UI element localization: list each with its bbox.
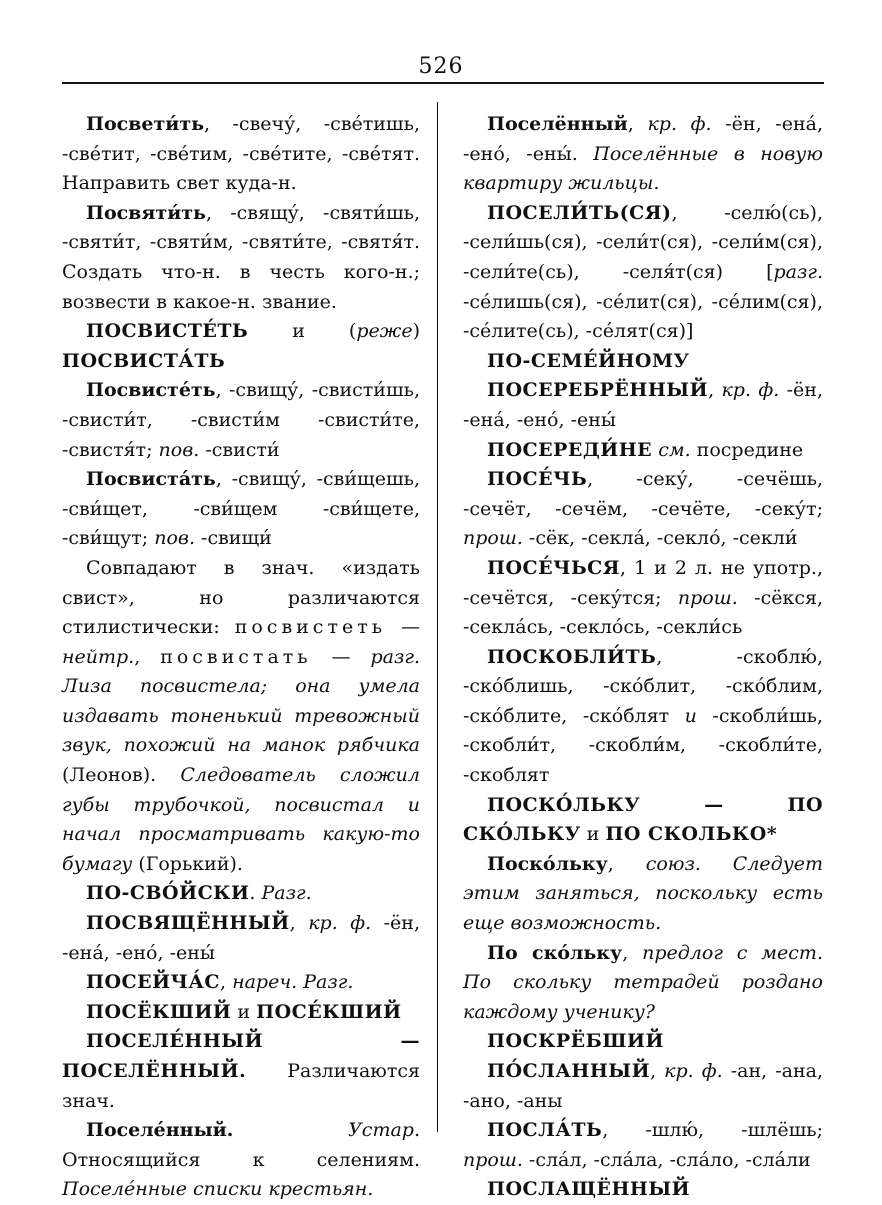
- entry-forms: , -свечу́, -све́тишь, -све́тит, -све́тим, -све́тите, -све́тят. Направить свет куда-н.: [62, 113, 420, 195]
- headword: Посвяти́ть: [86, 201, 206, 224]
- entry-forms: -сёк, -секла́, -секло́, -секли́: [522, 527, 798, 550]
- note: прош.: [463, 1148, 523, 1171]
- entry-forms: -ан, -ана, -ано, -аны: [463, 1060, 824, 1112]
- entry-poskolku: [463, 791, 823, 850]
- headword: ПОСЛА́ТЬ: [487, 1119, 603, 1142]
- entry-forms: , -свищу́, -свисти́шь, -свисти́т, -свисти́м -свисти́те, -свистя́т;: [62, 379, 420, 461]
- conjunction: и: [580, 823, 606, 846]
- entry-forms: -ён, -ена́, -ено́, -ены́.: [463, 113, 823, 165]
- note: пов.: [158, 438, 200, 461]
- note: предлог с мест.: [642, 941, 823, 964]
- entry-poseredine: [463, 436, 823, 466]
- headword: Посвиста́ть: [86, 468, 216, 491]
- headword: ПО-СВО́ЙСКИ: [86, 882, 250, 905]
- example: Следователь сложил губы трубочкой, посвистал и начал просматривать какую-то бумагу: [62, 764, 420, 875]
- entry-forms: -свисти́: [199, 438, 280, 461]
- note: разг.: [773, 260, 823, 283]
- conjunction: и: [684, 704, 697, 727]
- entry-forms: -скобли́шь, -скобли́т, -скобли́м, -скобли́те, -скоблят: [463, 704, 823, 787]
- headword: ПОСЁКШИЙ: [86, 1000, 232, 1023]
- entry-poseychas: [62, 968, 420, 998]
- headword: ПО́СЛАННЫЙ: [487, 1060, 651, 1082]
- note: кр. ф.: [308, 912, 372, 935]
- entry-forms: -сла́л, -сла́ла, -сла́ло, -сла́ли: [522, 1148, 811, 1171]
- page-number: 526: [418, 54, 464, 79]
- entry-po-skolku: [463, 939, 823, 1028]
- example: Лиза посвистела; она умела издавать тоненький тревожный звук, похожий на манок рябчика: [62, 675, 420, 757]
- text: ,: [650, 1060, 665, 1082]
- headword: ПОСЕ́КШИЙ: [256, 1000, 402, 1023]
- entry-poslashchenny: [463, 1175, 823, 1205]
- conjunction: и (: [248, 320, 357, 343]
- example: Поселённые в новую квартиру жильцы.: [463, 142, 824, 195]
- headword: Поско́льку: [487, 852, 608, 875]
- headword: ПОСЕ́ЧЬ: [487, 468, 588, 491]
- entry-poselyonny: [463, 110, 823, 199]
- example: По скольку тетрадей роздано каждому ученику?: [463, 971, 823, 1023]
- entry-poselenny: [62, 1027, 420, 1116]
- text: ,: [134, 645, 161, 668]
- entry-forms: -се́лишь(ся), -се́лит(ся), -се́лим(ся), -се́лите(сь), -се́лят(ся)]: [463, 290, 823, 343]
- text: Совпадают в знач. «издать свист», но различаются стилистически:: [62, 556, 420, 639]
- entry-posechsya: [463, 554, 823, 643]
- text: ,: [708, 379, 722, 402]
- entry-forms: , -свищу́, -сви́щешь, -сви́щет, -сви́щем -сви́щете, -сви́щут;: [62, 468, 420, 550]
- text: ,: [622, 941, 643, 964]
- headword: ПОСКО́ЛЬКУ — ПО СКО́ЛЬКУ: [463, 793, 823, 846]
- headword: ПОСВЯЩЁННЫЙ: [86, 912, 290, 935]
- note: прош.: [463, 527, 523, 550]
- note: кр. ф.: [664, 1060, 723, 1082]
- entry-forms: , -секу́, -сечёшь, -сечёт, -сечём, -сечёте, -секу́т;: [463, 468, 823, 520]
- headword: ПОСЛАЩЁННЫЙ: [487, 1178, 691, 1201]
- headword: ПОСЕЛИ́ТЬ(СЯ): [487, 201, 672, 224]
- note: кр. ф.: [721, 379, 780, 402]
- entry-poskolku-soyuz: [463, 850, 823, 939]
- entry-po-semeynomu: [463, 347, 823, 377]
- headword: ПО-СЕМЕ́ЙНОМУ: [487, 349, 690, 372]
- text: Различаются знач.: [62, 1060, 420, 1112]
- entry-forms: -ён, -ена́, -ено́, -ены́: [463, 379, 823, 431]
- conjunction: и: [231, 1000, 257, 1023]
- note: нареч. Разг.: [232, 971, 354, 994]
- entry-poskoblit: [463, 643, 823, 791]
- entry-forms: -сёкся, -секла́сь, -секло́сь, -секли́сь: [463, 586, 823, 639]
- text: Относящийся к селениям.: [62, 1148, 420, 1171]
- bracket: ): [412, 320, 420, 343]
- headword: Поселе́нный.: [86, 1119, 234, 1142]
- headword: ПОСЕРЕБРЁННЫЙ: [487, 379, 709, 402]
- entry-po-svoyski: [62, 879, 420, 909]
- entry-posvistet: [62, 376, 420, 465]
- entry-poslat: [463, 1116, 823, 1175]
- headword: ПОСЕРЕДИ́НЕ: [487, 438, 653, 461]
- text: ,: [627, 113, 648, 135]
- note: кр. ф.: [647, 113, 712, 135]
- headword: Посвисте́ть: [86, 379, 216, 402]
- text: ,: [607, 852, 646, 875]
- usage-note: [62, 554, 420, 880]
- entry-forms: , -свящу́, -святи́шь, -святи́т, -святи́м, -святи́те, -святя́т. Создать что-н. в честь кого-н.; возвести в какое-н. звание.: [62, 201, 420, 313]
- text: посредине: [690, 438, 804, 461]
- headword: ПОСВИСТЕ́ТЬ: [86, 320, 249, 343]
- example: Поселе́нные списки крестьян.: [62, 1178, 374, 1201]
- note: пов.: [154, 527, 195, 550]
- left-column: [62, 110, 420, 1205]
- entry-poslanny: [463, 1057, 823, 1116]
- headword: ПОСКРЁБШИЙ: [487, 1030, 664, 1053]
- spaced-word: посвистать: [160, 645, 312, 668]
- entry-forms: -ён, -ена́, -ено́, -ены́: [62, 912, 420, 964]
- header-rule: [62, 82, 824, 84]
- note: союз.: [645, 852, 701, 875]
- note: разг.: [370, 645, 420, 668]
- source: (Горький).: [132, 852, 243, 875]
- note: Устар.: [348, 1119, 420, 1142]
- entry-posvyashchenny: [62, 909, 420, 968]
- headword: Поселённый: [487, 113, 628, 135]
- entry-poskryobshiy: [463, 1027, 823, 1057]
- text: —: [311, 645, 371, 668]
- headword: ПОСЕЛЕ́ННЫЙ — ПОСЕЛЁННЫЙ.: [62, 1030, 420, 1082]
- entry-forms: , -шлю́, -шлёшь;: [602, 1119, 823, 1142]
- text: ,: [289, 912, 309, 935]
- entry-posvyatit: [62, 199, 420, 317]
- example: Следует этим заняться, поскольку есть еще возможность.: [463, 852, 823, 935]
- note: нейтр.: [62, 645, 135, 668]
- note: см.: [658, 438, 691, 461]
- entry-forms: -свищи́: [195, 527, 272, 550]
- spaced-word: посвистеть: [234, 616, 387, 639]
- text: .: [249, 882, 262, 905]
- note: прош.: [677, 586, 738, 609]
- text: [233, 1119, 348, 1141]
- entry-posech: [463, 465, 823, 554]
- entry-posyokshiy: [62, 998, 420, 1028]
- headword: ПОСКОБЛИ́ТЬ: [487, 645, 657, 668]
- entry-forms: , -скоблю́, -ско́блишь, -ско́блит, -ско́блим, -ско́блите, -ско́блят: [463, 645, 823, 727]
- text: —: [386, 616, 421, 639]
- headword: ПОСВИСТА́ТЬ: [62, 349, 226, 372]
- source: (Леонов).: [62, 764, 181, 787]
- note: реже: [356, 320, 413, 343]
- entry-poselit: [463, 199, 823, 347]
- entry-forms: , 1 и 2 л. не употр., -сечётся, -секу́тся;: [463, 556, 823, 609]
- headword: ПО СКОЛЬКО*: [605, 823, 778, 846]
- column-divider: [437, 102, 438, 1132]
- headword: Посвети́ть: [86, 113, 205, 135]
- headword: ПОСЕ́ЧЬСЯ: [487, 556, 621, 579]
- text: ,: [220, 971, 233, 994]
- entry-posvetit: [62, 110, 420, 199]
- entry-forms: , -селю́(сь), -сели́шь(ся), -сели́т(ся), -сели́м(ся), -сели́те(сь), -селя́т(ся) [: [463, 201, 823, 283]
- entry-posvistat: [62, 465, 420, 554]
- headword: По ско́льку: [487, 941, 623, 964]
- headword: ПОСЕЙЧА́С: [86, 971, 220, 994]
- entry-poserebryonny: [463, 376, 823, 435]
- entry-posvistet-posvistat: [62, 317, 420, 376]
- note: Разг.: [261, 882, 312, 905]
- right-column: [463, 110, 823, 1205]
